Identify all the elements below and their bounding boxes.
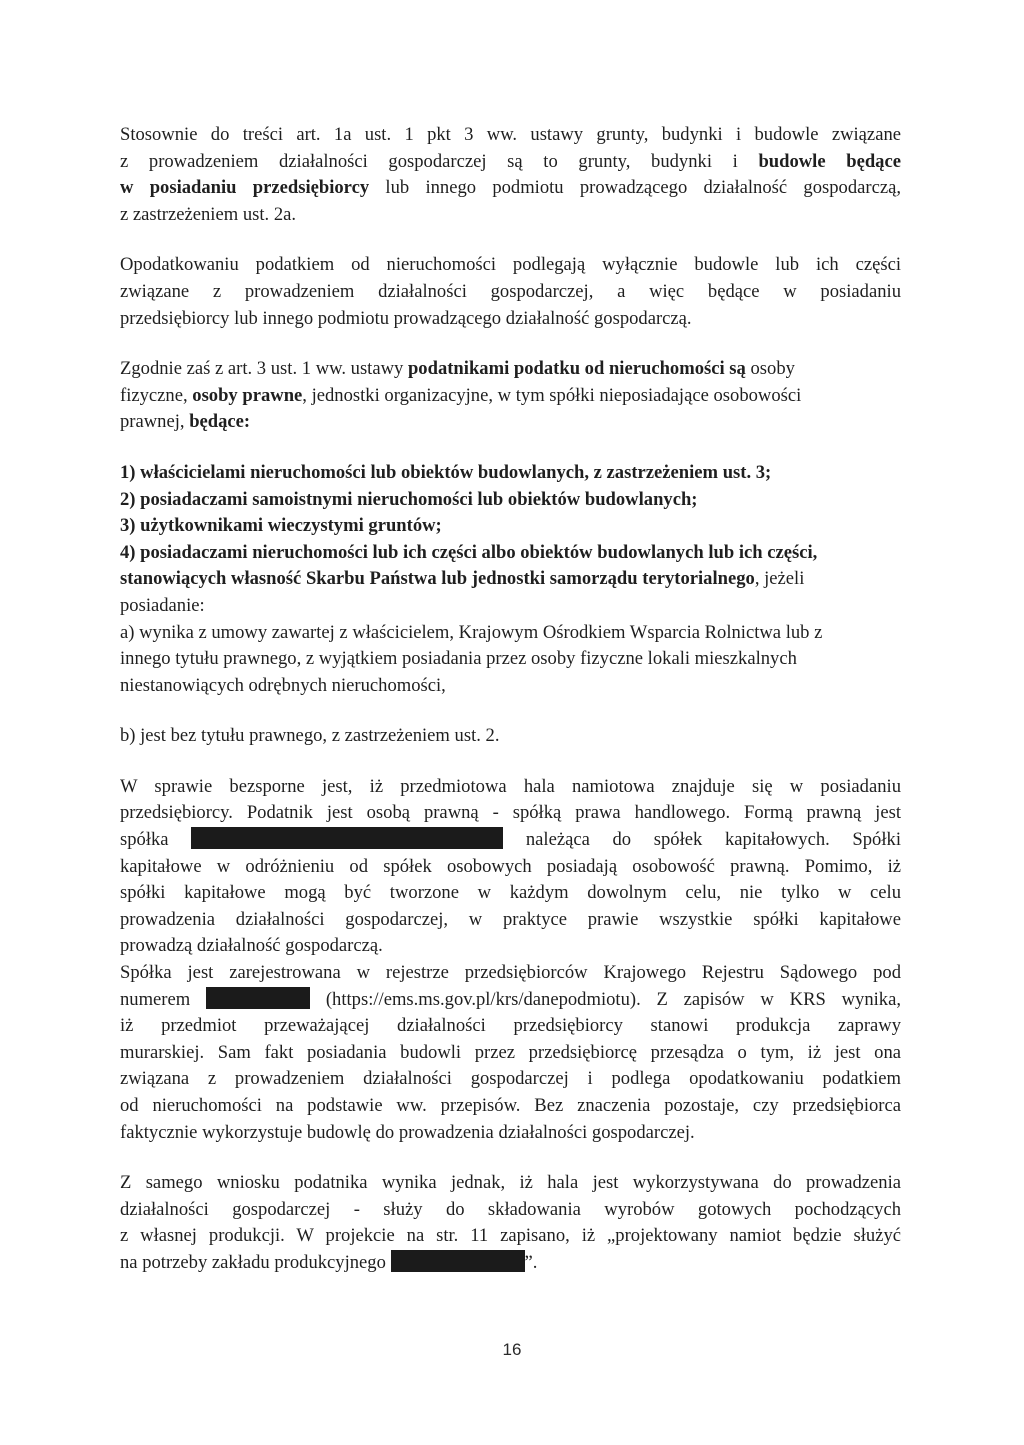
taxpayer-list [120,460,901,699]
text-line: Opodatkowaniu podatkiem od nieruchomości podlegają wyłącznie budowle lub ich części [120,254,901,276]
text-line: z własnej produkcji. W projekcie na str. 11 zapisano, iż „projektowany namiot będzie służyć [120,1225,901,1247]
text-run: fizyczne, [120,384,193,406]
bold-text: osoby prawne [192,384,303,406]
paragraph-art-3 [120,356,901,436]
list-item: 3) użytkownikami wieczystymi gruntów; [120,515,442,537]
text-run: należąca do spółek kapitałowych. Spółki [525,829,901,851]
text-line: niestanowiących odrębnych nieruchomości, [120,674,446,696]
text-run: lub innego podmiotu prowadzącego działalność gospodarczą, [369,177,901,199]
list-item: 2) posiadaczami samoistnymi nieruchomości lub obiektów budowlanych; [120,488,698,510]
text-run: prawnej, [120,411,190,433]
text-line: spółki kapitałowe mogą być tworzone w każdym dowolnym celu, nie tylko w celu [120,882,901,904]
bold-text: w posiadaniu przedsiębiorcy [120,177,370,199]
text-line [120,383,901,410]
text-line: działalności gospodarczej - służy do składowania wyrobów gotowych pochodzących [120,1198,901,1220]
text-line: związana z prowadzeniem działalności gospodarczej i podlega opodatkowaniu podatkiem [120,1068,901,1090]
text-run: osoby [745,358,795,380]
bold-text: budowle będące [758,150,901,172]
text-line [120,827,901,854]
redaction-box [191,827,503,849]
bold-text: podatnikami podatku od nieruchomości są [407,358,746,380]
text-line: związane z prowadzeniem działalności gospodarczej, a więc będące w posiadaniu [120,280,901,302]
text-line: prowadzą działalność gospodarczą. [120,935,383,957]
text-line: kapitałowe w odróżnieniu od spółek osobowych posiadają osobowość prawną. Pomimo, iż [120,855,901,877]
text-line [120,409,901,436]
sub-item-b [120,723,901,750]
text-line [120,175,901,202]
bold-text: będące: [189,411,251,433]
text-run: Zgodnie zaś z art. 3 ust. 1 ww. ustawy [120,358,408,380]
text-run: na potrzeby zakładu produkcyjnego [120,1251,391,1273]
document-page [120,122,901,1301]
text-line: od nieruchomości na podstawie ww. przepisów. Bez znaczenia pozostaje, czy przedsiębiorca [120,1095,901,1116]
text-line: Stosownie do treści art. 1a ust. 1 pkt 3 ww. ustawy grunty, budynki i budowle związane [120,124,901,145]
text-line: murarskiej. Sam fakt posiadania budowli przez przedsiębiorcę przesądza o tym, iż jest ona [120,1041,901,1063]
text-run: ”. [524,1251,538,1273]
sub-item-a: a) wynika z umowy zawartej z właścicielem, Krajowym Ośrodkiem Wsparcia Rolnictwa lub z [120,621,823,643]
text-line: iż przedmiot przeważającej działalności przedsiębiorcy stanowi produkcja zaprawy [120,1015,901,1037]
text-line: innego tytułu prawnego, z wyjątkiem posiadania przez osoby fizyczne lokali mieszkalnych [120,648,797,670]
list-item-continuation [120,566,901,593]
text-run: z prowadzeniem działalności gospodarczej są to grunty, budynki i [120,150,759,172]
page-number: 16 [502,1340,522,1359]
text-line: W sprawie bezsporne jest, iż przedmiotowa hala namiotowa znajduje się w posiadaniu [120,775,901,797]
paragraph-bezsporne [120,774,901,1146]
text-run: numerem [120,988,191,1010]
text-line: Spółka jest zarejestrowana w rejestrze przedsiębiorców Krajowego Rejestru Sądowego pod [120,962,901,984]
text-line: prowadzenia działalności gospodarczej, w praktyce prawie wszystkie spółki kapitałowe [120,908,901,930]
text-line: z zastrzeżeniem ust. 2a. [120,203,297,225]
text-line [120,149,901,176]
text-run: , jeżeli [754,568,805,590]
paragraph-wniosek [120,1170,901,1276]
text-line: posiadanie: [120,594,205,616]
text-line: przedsiębiorcy lub innego podmiotu prowadzącego działalność gospodarczą. [120,307,692,329]
text-line: b) jest bez tytułu prawnego, z zastrzeżeniem ust. 2. [120,725,500,747]
list-item: 1) właścicielami nieruchomości lub obiektów budowlanych, z zastrzeżeniem ust. 3; [120,461,772,483]
list-item: 4) posiadaczami nieruchomości lub ich części albo obiektów budowlanych lub ich części, [120,541,818,563]
paragraph-art-1a [120,122,901,228]
bold-text: stanowiących własność Skarbu Państwa lub jednostki samorządu terytorialnego [120,568,755,590]
text-run: (https://ems.ms.gov.pl/krs/danepodmiotu). Z zapisów w KRS wynika, [325,988,901,1010]
text-line [120,1250,901,1277]
text-line: przedsiębiorcy. Podatnik jest osobą prawną - spółką prawa handlowego. Formą prawną jest [120,802,901,824]
text-run: spółka [120,829,169,851]
text-line: Z samego wniosku podatnika wynika jednak, iż hala jest wykorzystywana do prowadzenia [120,1172,901,1194]
paragraph-opodatkowanie [120,252,901,332]
text-run: , jednostki organizacyjne, w tym spółki nieposiadające osobowości [302,384,802,406]
text-line [120,987,901,1014]
redaction-box [206,987,310,1009]
text-line [120,356,901,383]
redaction-box [391,1250,525,1272]
text-line: faktycznie wykorzystuje budowlę do prowadzenia działalności gospodarczej. [120,1121,695,1143]
